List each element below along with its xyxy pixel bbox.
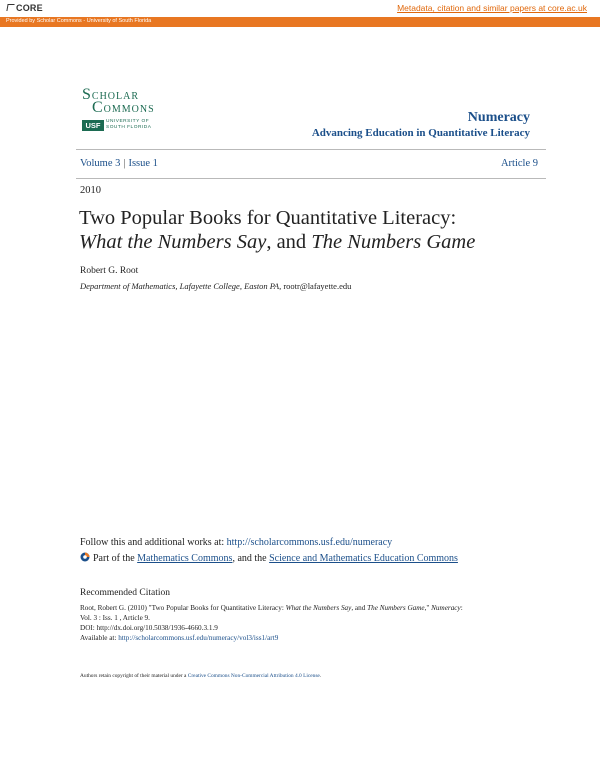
paper-title: Two Popular Books for Quantitative Literacy: What the Numbers Say, and The Numbers Game — [79, 207, 476, 253]
provider-bar — [0, 17, 600, 27]
logo-university: UNIVERSITY OF SOUTH FLORIDA — [106, 119, 152, 130]
part-of-line: Part of the Mathematics Commons, and the Science and Mathematics Education Commons — [80, 552, 458, 564]
issue-link[interactable]: Issue 1 — [128, 158, 158, 169]
author-email: rootr@lafayette.edu — [283, 281, 352, 291]
core-banner — [0, 0, 600, 17]
core-metadata-link[interactable]: Metadata, citation and similar papers at core.ac.uk — [397, 3, 587, 13]
scholar-commons-logo[interactable] — [82, 86, 162, 136]
logo-usf: USF — [82, 120, 104, 131]
volume-issue — [80, 158, 158, 169]
volume-separator: | — [123, 158, 126, 169]
divider-bottom — [76, 178, 546, 179]
article-number-link[interactable]: Article 9 — [500, 158, 538, 169]
license-line: Authors retain copyright of their material under a Creative Commons Non-Commercial Attribution 4.0 License. — [80, 673, 322, 679]
volume-link[interactable]: Volume 3 — [80, 158, 121, 169]
science-math-education-commons-link[interactable]: Science and Mathematics Education Commons — [269, 553, 458, 564]
mathematics-commons-link[interactable]: Mathematics Commons — [137, 553, 233, 564]
citation-url-link[interactable]: http://scholarcommons.usf.edu/numeracy/vol3/iss1/art9 — [118, 634, 279, 642]
citation-text: Root, Robert G. (2010) "Two Popular Books for Quantitative Literacy: What the Numbers Say, and The Numbers Game," Numeracy: Vol. 3 : Iss. 1 , Article 9. DOI: http://dx.doi.org/10.5038/1936-4660.3.1.9 Available at: http://scholarcommons.usf.edu/numeracy/vol3/iss1/art9 — [80, 604, 463, 642]
journal-name[interactable]: Numeracy — [467, 110, 530, 125]
divider-top — [76, 149, 546, 150]
logo-commons: COMMONS — [92, 99, 155, 116]
provided-by-text: Provided by Scholar Commons - University of South Florida — [6, 18, 152, 24]
core-logo-text: CORE — [16, 3, 43, 13]
logo-scholar: SCHOLAR — [82, 86, 140, 103]
author-affiliation: Department of Mathematics, Lafayette College, Easton PA, rootr@lafayette.edu — [80, 281, 352, 291]
publication-year: 2010 — [80, 185, 101, 196]
follow-line: Follow this and additional works at: http://scholarcommons.usf.edu/numeracy — [80, 537, 393, 548]
core-logo[interactable] — [7, 3, 43, 13]
author-name: Robert G. Root — [80, 266, 139, 276]
journal-tagline: Advancing Education in Quantitative Literacy — [311, 127, 530, 139]
follow-link[interactable]: http://scholarcommons.usf.edu/numeracy — [226, 537, 393, 548]
core-logo-icon — [6, 4, 14, 11]
network-icon — [80, 552, 90, 562]
recommended-citation-heading: Recommended Citation — [80, 588, 170, 598]
license-link[interactable]: Creative Commons Non-Commercial Attribution 4.0 License — [187, 673, 320, 679]
